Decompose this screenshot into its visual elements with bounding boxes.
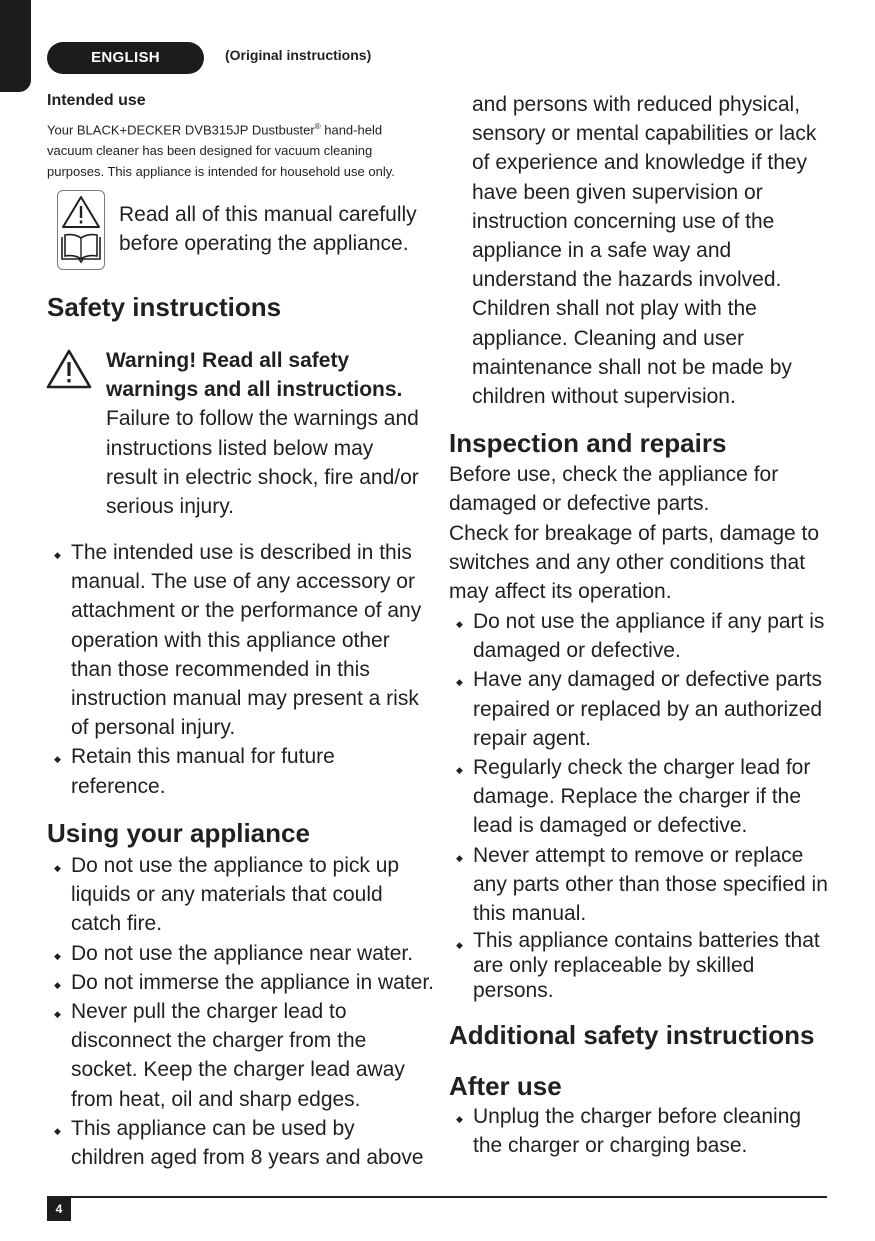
footer-rule bbox=[47, 1196, 827, 1198]
intended-use-text-part2: hand-held vacuum cleaner has been designed for vacuum cleaning purposes. This appliance is intended for household use only. bbox=[47, 122, 395, 180]
after-use-bullet-list bbox=[449, 1102, 834, 1160]
page-number: 4 bbox=[47, 1198, 71, 1221]
list-item: ◆ Do not immerse the appliance in water. bbox=[47, 968, 432, 997]
list-item: ◆ The intended use is described in this manual. The use of any accessory or attachment or the performance of any operation with this appliance other than those recommended in this instruction manual may present a risk of personal injury. bbox=[47, 538, 432, 742]
list-item: ◆ This appliance contains batteries that are only replaceable by skilled persons. bbox=[449, 928, 834, 1003]
warning-bold-line-2: warnings and all instructions. bbox=[106, 378, 403, 402]
warning-triangle-icon bbox=[58, 191, 104, 231]
side-tab-marker bbox=[0, 0, 31, 92]
language-tag: ENGLISH bbox=[47, 42, 204, 74]
list-item: ◆ Never pull the charger lead to disconnect the charger from the socket. Keep the charger lead away from heat, oil and sharp edges. bbox=[47, 997, 432, 1114]
warning-text: Failure to follow the warnings and instructions listed below may result in electric shock, fire and/or serious injury. bbox=[106, 407, 419, 519]
intended-use-text bbox=[47, 116, 422, 182]
list-item: ◆ Do not use the appliance to pick up liquids or any materials that could catch fire. bbox=[47, 851, 432, 939]
after-use-heading: After use bbox=[449, 1071, 562, 1101]
intended-use-text-part1: Your BLACK+DECKER DVB315JP Dustbuster bbox=[47, 122, 315, 138]
using-appliance-heading: Using your appliance bbox=[47, 818, 310, 848]
registered-mark: ® bbox=[314, 122, 321, 131]
list-item: ◆ Regularly check the charger lead for damage. Replace the charger if the lead is damaged or defective. bbox=[449, 753, 834, 841]
warning-bold-line-1: Warning! Read all safety bbox=[106, 349, 350, 372]
list-item: ◆ This appliance can be used by children aged from 8 years and above bbox=[47, 1114, 432, 1172]
inspection-para-1: Before use, check the appliance for damaged or defective parts. bbox=[449, 463, 779, 516]
list-item: ◆ Do not use the appliance near water. bbox=[47, 939, 432, 968]
read-manual-text: Read all of this manual carefully before operating the appliance. bbox=[119, 203, 417, 255]
using-bullet-list bbox=[47, 851, 435, 1172]
safety-bullet-list bbox=[47, 538, 432, 801]
using-continuation-text: and persons with reduced physical, sensory or mental capabilities or lack of experience and knowledge if they have been given supervision or instruction concerning use of the appliance in a safe way and understand the hazards involved. Children shall not play with the appliance. Cleaning and user maintenance shall not be made by children without supervision. bbox=[472, 93, 817, 409]
warning-triangle-icon bbox=[45, 348, 93, 390]
safety-instructions-heading: Safety instructions bbox=[47, 292, 282, 322]
inspection-bullet-list bbox=[449, 607, 834, 1003]
list-item: ◆ Have any damaged or defective parts repaired or replaced by an authorized repair agent. bbox=[449, 665, 834, 753]
inspection-repairs-heading: Inspection and repairs bbox=[449, 428, 727, 458]
read-manual-icons bbox=[57, 190, 105, 270]
inspection-para-2: Check for breakage of parts, damage to switches and any other conditions that may affect its operation. bbox=[449, 522, 820, 604]
original-instructions-note: (Original instructions) bbox=[225, 47, 372, 63]
open-book-icon bbox=[58, 231, 104, 267]
safety-warning bbox=[106, 346, 426, 521]
additional-safety-heading: Additional safety instructions bbox=[449, 1020, 815, 1050]
intended-use-title: Intended use bbox=[47, 92, 146, 109]
list-item: ◆ Retain this manual for future reference. bbox=[47, 742, 432, 800]
list-item: ◆ Do not use the appliance if any part is damaged or defective. bbox=[449, 607, 834, 665]
list-item: ◆ Unplug the charger before cleaning the charger or charging base. bbox=[449, 1102, 834, 1160]
list-item: ◆ Never attempt to remove or replace any parts other than those specified in this manual. bbox=[449, 841, 834, 929]
